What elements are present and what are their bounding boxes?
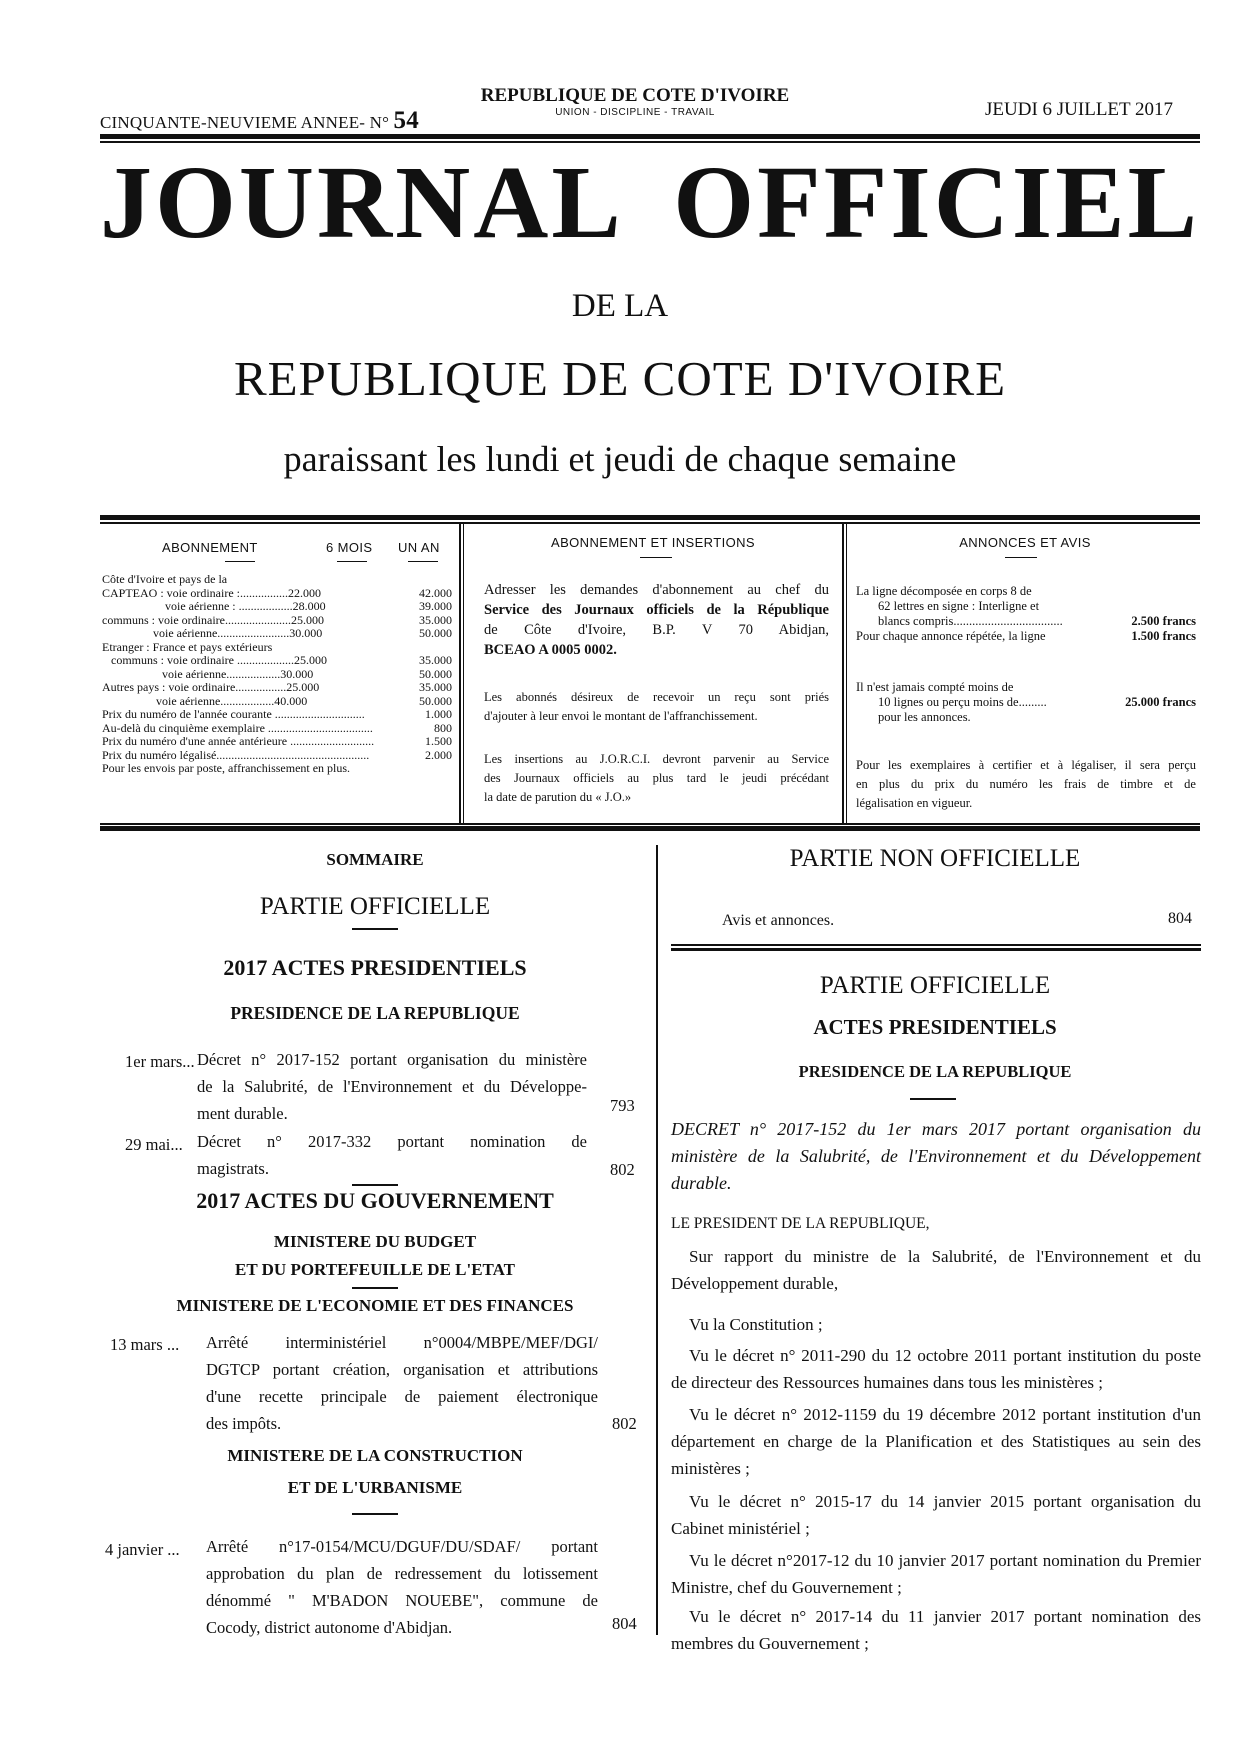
tariff-value: 39.000 bbox=[419, 599, 452, 613]
box-bottom-rule-thin bbox=[100, 823, 1200, 825]
tariff-row bbox=[102, 681, 452, 695]
toc-date: 29 mai... bbox=[125, 1135, 183, 1154]
toc-page: 802 bbox=[612, 1414, 637, 1433]
tariff-value bbox=[394, 641, 452, 655]
toc-line: magistrats. bbox=[197, 1159, 269, 1178]
section-rule bbox=[352, 928, 398, 930]
visa-paragraph: Vu le décret n° 2012-1159 du 19 décembre 2012 portant institution d'un département en charge de la Planification et des Statistiques au sein des ministères ; bbox=[671, 1405, 1201, 1478]
tariff-value: 35.000 bbox=[419, 653, 452, 667]
visa-paragraph: Sur rapport du ministre de la Salubrité, de l'Environnement et du Développement durable, bbox=[671, 1247, 1201, 1293]
publication-schedule: paraissant les lundi et jeudi de chaque semaine bbox=[283, 439, 957, 479]
tariff-value: 42.000 bbox=[419, 585, 452, 600]
price: 2.500 francs bbox=[1131, 614, 1196, 628]
actes-presidentiels-heading: 2017 ACTES PRESIDENTIELS bbox=[223, 955, 527, 980]
toc-line: Arrêté n°17-0154/MCU/DGUF/DU/SDAF/ portant bbox=[206, 1537, 598, 1556]
tariff-row bbox=[102, 668, 452, 682]
tariff-row bbox=[102, 695, 452, 709]
head-underline bbox=[337, 561, 367, 562]
tariff-label: Prix du numéro de l'année courante .............................. bbox=[102, 708, 365, 721]
tariff-row bbox=[102, 654, 452, 668]
annonces-block-1 bbox=[856, 584, 1196, 644]
insertions-para-1 bbox=[484, 580, 829, 660]
edition-label: CINQUANTE-NEUVIEME ANNEE- N° bbox=[100, 113, 390, 132]
box-bottom-rule bbox=[100, 826, 1200, 831]
toc-entry bbox=[206, 1329, 598, 1437]
sommaire-title: SOMMAIRE bbox=[326, 850, 424, 869]
national-motto: UNION - DISCIPLINE - TRAVAIL bbox=[555, 107, 715, 118]
insertions-line: d'ajouter à leur envoi le montant de l'affranchissement. bbox=[484, 709, 758, 723]
tariff-value: 1.500 bbox=[425, 734, 452, 748]
masthead-republique: REPUBLIQUE DE COTE D'IVOIRE bbox=[233, 351, 1007, 406]
toc-date-text: 1er mars... bbox=[125, 1052, 195, 1071]
insertions-line: des Journaux officiels au plus tard le jeudi précédant bbox=[484, 771, 829, 785]
insertions-para-3 bbox=[484, 750, 829, 807]
toc-line: des impôts. bbox=[206, 1414, 282, 1433]
tariff-label: communs : voie ordinaire ...................25.000 bbox=[102, 654, 327, 667]
tariff-value: 50.000 bbox=[419, 626, 452, 640]
annonces-line: 62 lettres en signe : Interligne et bbox=[878, 599, 1040, 613]
ministere-economie-heading: MINISTERE DE L'ECONOMIE ET DES FINANCES bbox=[176, 1296, 574, 1315]
toc-page: 804 bbox=[612, 1614, 637, 1633]
tariff-value bbox=[394, 573, 452, 587]
toc-line: Arrêté interministériel n°0004/MBPE/MEF/DGI/ bbox=[206, 1333, 598, 1352]
toc-line: Décret n° 2017-152 portant organisation du ministère bbox=[197, 1050, 587, 1069]
tariff-table bbox=[102, 573, 452, 776]
column-divider bbox=[656, 845, 658, 1635]
toc-entry bbox=[197, 1046, 587, 1127]
edition-line bbox=[100, 107, 419, 135]
col-un-an: UN AN bbox=[398, 540, 440, 555]
head-underline bbox=[640, 557, 672, 558]
tariff-label: Prix du numéro légalisé................................................... bbox=[102, 748, 370, 762]
tariff-label: Prix du numéro d'une année antérieure ............................ bbox=[102, 735, 375, 748]
annonces-head: ANNONCES ET AVIS bbox=[959, 535, 1091, 550]
visa-paragraph: Vu la Constitution ; bbox=[689, 1315, 823, 1334]
insertions-line: Adresser les demandes d'abonnement au chef du bbox=[484, 582, 829, 598]
toc-line: Cocody, district autonome d'Abidjan. bbox=[206, 1618, 453, 1637]
annonces-line: Pour chaque annonce répétée, la ligne bbox=[856, 629, 1046, 643]
box-divider-2 bbox=[842, 524, 844, 823]
issue-number: 54 bbox=[393, 107, 419, 134]
section-rule bbox=[910, 1098, 956, 1100]
toc-page: 793 bbox=[610, 1096, 635, 1115]
tariff-row bbox=[102, 587, 452, 601]
ministere-line: ET DE L'URBANISME bbox=[287, 1478, 463, 1497]
toc-line: Décret n° 2017-332 portant nomination de bbox=[197, 1132, 587, 1151]
section-rule bbox=[352, 1287, 398, 1289]
annonces-line: blancs compris................................... bbox=[878, 614, 1063, 628]
head-underline bbox=[1005, 557, 1037, 558]
annonces-block-3 bbox=[856, 756, 1196, 813]
tariff-row bbox=[102, 573, 452, 587]
toc-date bbox=[125, 1052, 195, 1072]
toc-line: ment durable. bbox=[197, 1104, 288, 1123]
presidence-heading: PRESIDENCE DE LA REPUBLIQUE bbox=[230, 1003, 520, 1023]
insertions-line: de Côte d'Ivoire, B.P. V 70 Abidjan, bbox=[484, 622, 829, 638]
toc-line: d'une recette principale de paiement électronique bbox=[206, 1387, 598, 1406]
tariff-row bbox=[102, 600, 452, 614]
tariff-label: voie aérienne........................30.000 bbox=[102, 627, 323, 640]
tariff-label: voie aérienne : ..................28.000 bbox=[102, 600, 326, 613]
box-divider-1b bbox=[463, 524, 464, 823]
tariff-row bbox=[102, 627, 452, 641]
tariff-label: voie aérienne..................30.000 bbox=[102, 667, 314, 681]
tariff-row bbox=[102, 749, 452, 763]
actes-gouvernement-heading: 2017 ACTES DU GOUVERNEMENT bbox=[196, 1188, 554, 1213]
section-rule bbox=[352, 1513, 398, 1515]
masthead bbox=[100, 138, 1200, 268]
masthead-officiel: OFFICIEL bbox=[673, 145, 1200, 260]
tariff-row bbox=[102, 762, 452, 776]
tariff-label: Côte d'Ivoire et pays de la bbox=[102, 573, 228, 586]
presidence-heading: PRESIDENCE DE LA REPUBLIQUE bbox=[798, 1062, 1072, 1081]
annonces-block-2 bbox=[856, 680, 1196, 725]
visa-paragraph: Vu le décret n° 2011-290 du 12 octobre 2011 portant institution du poste de directeur des Ressources humaines dans tous les ministères ; bbox=[671, 1346, 1201, 1392]
tariff-value: 1.000 bbox=[425, 707, 452, 721]
toc-page: 802 bbox=[610, 1160, 635, 1179]
right-rule-thick bbox=[671, 948, 1201, 951]
tariff-label: voie aérienne..................40.000 bbox=[102, 694, 308, 708]
insertions-line: la date de parution du « J.O.» bbox=[484, 790, 632, 804]
avis-annonces: Avis et annonces. bbox=[722, 912, 835, 929]
ministere-line: MINISTERE DU BUDGET bbox=[273, 1232, 477, 1251]
visa-paragraph: Vu le décret n°2017-12 du 10 janvier 2017 portant nomination du Premier Ministre, chef du Gouvernement ; bbox=[671, 1551, 1201, 1597]
partie-officielle-heading: PARTIE OFFICIELLE bbox=[819, 972, 1051, 999]
col-6mois: 6 MOIS bbox=[326, 540, 373, 555]
republic-header bbox=[440, 85, 830, 118]
toc-line: approbation du plan de redressement du lotissement bbox=[206, 1564, 598, 1583]
partie-non-officielle-heading: PARTIE NON OFFICIELLE bbox=[789, 845, 1081, 872]
ministere-line: ET DU PORTEFEUILLE DE L'ETAT bbox=[235, 1260, 515, 1279]
tariff-value: 2.000 bbox=[425, 747, 452, 762]
toc-date: 4 janvier ... bbox=[105, 1540, 180, 1559]
box-divider-2b bbox=[846, 524, 847, 823]
toc-line: de la Salubrité, de l'Environnement et du Développe- bbox=[197, 1077, 587, 1096]
tariff-label: CAPTEAO : voie ordinaire :................22.000 bbox=[102, 586, 321, 600]
president-line: LE PRESIDENT DE LA REPUBLIQUE, bbox=[671, 1215, 930, 1232]
tariff-value: 35.000 bbox=[419, 680, 452, 694]
tariff-row bbox=[102, 614, 452, 628]
tariff-label: Autres pays : voie ordinaire.................25.000 bbox=[102, 681, 320, 694]
tariff-label: Au-delà du cinquième exemplaire ................................... bbox=[102, 721, 373, 735]
sommaire-partie-officielle: PARTIE OFFICIELLE bbox=[259, 893, 491, 920]
box-divider-1 bbox=[459, 524, 461, 823]
tariff-value: 50.000 bbox=[419, 666, 452, 681]
tariff-value: 50.000 bbox=[419, 693, 452, 708]
tariff-label: Pour les envois par poste, affranchissement en plus. bbox=[102, 762, 351, 775]
annonces-line: légalisation en vigueur. bbox=[856, 796, 973, 810]
annonces-line: Pour les exemplaires à certifier et à légaliser, il sera perçu bbox=[856, 758, 1196, 772]
tariff-value: 35.000 bbox=[419, 612, 452, 627]
masthead-de-la: DE LA bbox=[571, 288, 669, 324]
republic-name: REPUBLIQUE DE COTE D'IVOIRE bbox=[480, 85, 790, 106]
tariff-value bbox=[394, 762, 452, 776]
insertions-head: ABONNEMENT ET INSERTIONS bbox=[551, 535, 755, 550]
insertions-line: Les abonnés désireux de recevoir un reçu sont priés bbox=[484, 690, 829, 704]
issue-date: JEUDI 6 JUILLET 2017 bbox=[985, 99, 1174, 120]
actes-presidentiels-heading: ACTES PRESIDENTIELS bbox=[813, 1015, 1057, 1039]
abonnement-head: ABONNEMENT bbox=[162, 540, 258, 555]
tariff-row bbox=[102, 735, 452, 749]
ministere-line: MINISTERE DE LA CONSTRUCTION bbox=[227, 1446, 523, 1465]
tariff-row bbox=[102, 722, 452, 736]
insertions-line: Les insertions au J.O.R.C.I. devront parvenir au Service bbox=[484, 752, 829, 766]
tariff-value: 800 bbox=[434, 720, 452, 735]
avis-page: 804 bbox=[1168, 910, 1192, 927]
annonces-line: en plus du prix du numéro les frais de timbre et de bbox=[856, 777, 1196, 791]
decret-title: DECRET n° 2017-152 du 1er mars 2017 portant organisation du ministère de la Salubrité, de l'Environnement et du Développement durable. bbox=[671, 1119, 1201, 1193]
tariff-row bbox=[102, 708, 452, 722]
visa-paragraph: Vu le décret n° 2015-17 du 14 janvier 2015 portant organisation du Cabinet ministériel ; bbox=[671, 1492, 1201, 1538]
visa-paragraph: Vu le décret n° 2017-14 du 11 janvier 2017 portant nomination des membres du Gouvernement ; bbox=[671, 1607, 1201, 1653]
tariff-label: communs : voie ordinaire......................25.000 bbox=[102, 613, 324, 627]
right-rule bbox=[671, 944, 1201, 946]
tariff-row bbox=[102, 641, 452, 655]
tariff-label: Etranger : France et pays extérieurs bbox=[102, 640, 273, 654]
ministere-budget-heading bbox=[100, 1228, 650, 1284]
annonces-line: La ligne décomposée en corps 8 de bbox=[856, 584, 1032, 598]
toc-line: DGTCP portant création, organisation et attributions bbox=[206, 1360, 598, 1379]
price: 25.000 francs bbox=[1125, 695, 1196, 709]
box-top-rule-thin bbox=[100, 522, 1200, 524]
masthead-journal: JOURNAL bbox=[100, 145, 624, 260]
box-top-rule bbox=[100, 515, 1200, 520]
section-rule bbox=[352, 1184, 398, 1186]
insertions-line: BCEAO A 0005 0002. bbox=[484, 642, 617, 658]
head-underline bbox=[408, 561, 438, 562]
toc-entry bbox=[197, 1128, 587, 1182]
ministere-construction-heading bbox=[100, 1440, 650, 1504]
annonces-line: 10 lignes ou perçu moins de......... bbox=[878, 695, 1047, 709]
annonces-line: pour les annonces. bbox=[878, 710, 971, 724]
toc-line: dénommé " M'BADON NOUEBE", commune de bbox=[206, 1591, 598, 1610]
insertions-line: Service des Journaux officiels de la République bbox=[484, 602, 829, 618]
toc-date: 13 mars ... bbox=[110, 1335, 180, 1354]
annonces-line: Il n'est jamais compté moins de bbox=[856, 680, 1014, 694]
price: 1.500 francs bbox=[1131, 629, 1196, 643]
toc-entry bbox=[206, 1533, 598, 1641]
head-underline bbox=[225, 561, 255, 562]
insertions-para-2 bbox=[484, 688, 829, 726]
